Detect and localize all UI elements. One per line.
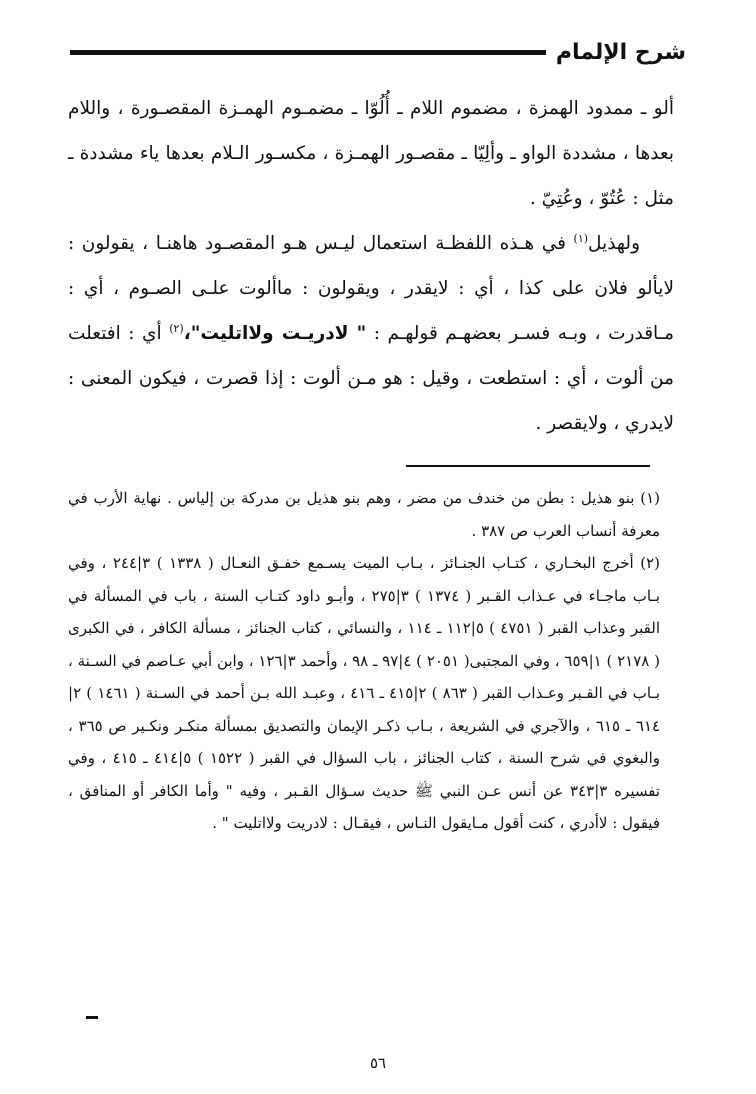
footnote-2: (٢) أخرج البخـاري ، كتـاب الجنـائز ، بـاب الميت يسـمع خفـق النعـال ( ١٣٣٨ ) ٣|٢٤٤ ، وفي بـاب ماجـاء في عـذاب القـبر ( ١٣٧٤ ) ٣|٢٧٥ ، وأبـو داود كتـاب السنة ، باب في المسألة في القبر وعذاب القبر ( ٤٧٥١ ) ٥|١١٢ ـ ١١٤ ، والنسائي ، كتاب الجنائز ، مسألة الكافر ، في الكبرى ( ٢١٧٨ ) ١|٦٥٩ ، وفي المجتبى( ٢٠٥١ ) ٤|٩٧ ـ ٩٨ ، وأحمد ٣|١٢٦ ، وابن أبي عـاصم في السـنة ، بـاب في القـبر وعـذاب القبر ( ٨٦٣ ) ٢|٤١٥ ـ ٤١٦ ، وعبـد الله بـن أحمد في السـنة ( ١٤٦١ ) ٢|٦١٤ ـ ٦١٥ ، والآجري في الشريعة ، بـاب ذكـر الإيمان والتصديق بمسألة منكـر ونكـير ص ٣٦٥ ، والبغوي في شرح السنة ، كتاب الجنائز ، باب السؤال في القبر ( ١٥٢٢ ) ٥|٤١٤ ـ ٤١٥ ، وفي تفسيره ٣|٣٤٣ عن أنس عـن النبي ﷺ حديث سـؤال القـبر ، وفيه " وأما الكافر أو المنافق ، فيقول : لاأدري ، كنت أقول مـايقول النـاس ، فيقـال : لادريت ولااتليت " . [68, 554, 661, 832]
dash-mark [86, 1016, 98, 1019]
main-paragraph-2 [68, 221, 674, 446]
main-text-body [68, 86, 674, 446]
footnote-separator [406, 465, 650, 467]
page-number: ٥٦ [369, 1054, 387, 1072]
footnote-ref-1[interactable]: (١) [573, 231, 589, 245]
footnote-ref-2[interactable]: (٢) [169, 321, 184, 335]
paragraph-2-end: أي : افتعلت من ألوت ، أي : استطعت ، وقيل : هو مـن ألوت : إذا قصرت ، فيكون المعنى : لايدري ، ولايقصر . [68, 323, 674, 434]
header-rule [70, 50, 546, 55]
main-paragraph-1: ألو ـ ممدود الهمزة ، مضموم اللام ـ أُلُوّا ـ مضمـوم الهمـزة المقصـورة ، واللام بعدها ، مشددة الواو ـ وألِيّا ـ مقصـور الهمـزة ، مكسـور الـلام بعدها ياء مشددة ـ مثل : عُتُوّ ، وعُتِيّ . [68, 98, 674, 209]
quoted-phrase: " لادريـت ولااتليت"، [183, 323, 367, 344]
footnote-1: (١) بنو هذيل : بطن من خندف من مضر ، وهم بنو هذيل بن مدركة بن إلياس . نهاية الأرب في معرفة أنساب العرب ص ٣٨٧ . [68, 489, 660, 540]
paragraph-2-start: ولهذيل [588, 233, 640, 254]
running-header [70, 30, 686, 74]
book-title: شرح الإلمام [555, 39, 686, 65]
paragraph-2-mid: في هـذه اللفظـة استعمال ليـس هـو المقصـود هاهنـا ، يقولون : لايألو فلان على كذا ، أي : لايقدر ، ويقولون : ماألوت علـى الصـوم ، أي : مـاقدرت ، وبـه فسـر بعضهـم قولهـم : [68, 233, 675, 344]
footnotes-section [68, 482, 660, 840]
